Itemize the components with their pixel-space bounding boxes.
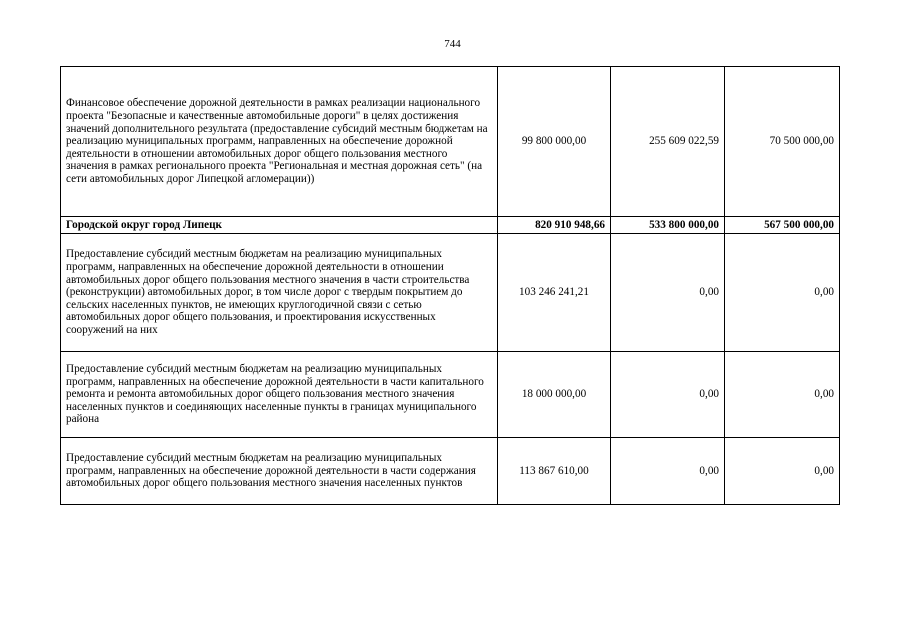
row-description: Городской округ город Липецк: [61, 217, 498, 234]
row-value-year-2: 255 609 022,59: [611, 67, 725, 217]
row-value-year-2: 0,00: [611, 438, 725, 505]
row-value-year-3: 70 500 000,00: [725, 67, 840, 217]
row-value-year-3: 0,00: [725, 234, 840, 352]
row-value-year-1: 99 800 000,00: [498, 67, 611, 217]
table-row: [61, 352, 840, 438]
row-value-year-3: 567 500 000,00: [725, 217, 840, 234]
row-value-year-2: 0,00: [611, 234, 725, 352]
row-value-year-3: 0,00: [725, 438, 840, 505]
row-value-year-1: 820 910 948,66: [498, 217, 611, 234]
row-value-year-1: 103 246 241,21: [498, 234, 611, 352]
row-description: Финансовое обеспечение дорожной деятельности в рамках реализации национального проекта "Безопасные и качественные автомобильные дороги" в целях достижения значений дополнительного результата (предоставление субсидий местным бюджетам на реализацию муниципальных программ, направленных на обеспечение дорожной деятельности в отношении автомобильных дорог общего пользования местного значения в рамках регионального проекта "Региональная и местная дорожная сеть" (на сети автомобильных дорог Липецкой агломерации)): [61, 67, 498, 217]
table-row-total: [61, 217, 840, 234]
row-value-year-2: 533 800 000,00: [611, 217, 725, 234]
row-value-year-1: 18 000 000,00: [498, 352, 611, 438]
row-description: Предоставление субсидий местным бюджетам на реализацию муниципальных программ, направленных на обеспечение дорожной деятельности в отношении автомобильных дорог общего пользования местного значения в части строительства (реконструкции) автомобильных дорог, в том числе дорог с твердым покрытием до сельских населенных пунктов, не имеющих круглогодичной связи с сетью автомобильных дорог общего пользования, и проектирования искусственных сооружений на них: [61, 234, 498, 352]
row-description: Предоставление субсидий местным бюджетам на реализацию муниципальных программ, направленных на обеспечение дорожной деятельности в части капитального ремонта и ремонта автомобильных дорог общего пользования местного значения населенных пунктов и соединяющих населенные пункты в границах муниципального района: [61, 352, 498, 438]
row-value-year-1: 113 867 610,00: [498, 438, 611, 505]
page-number: 744: [444, 38, 461, 50]
table-row: [61, 438, 840, 505]
row-value-year-2: 0,00: [611, 352, 725, 438]
table-row: [61, 234, 840, 352]
row-value-year-3: 0,00: [725, 352, 840, 438]
row-description: Предоставление субсидий местным бюджетам на реализацию муниципальных программ, направленных на обеспечение дорожной деятельности в части содержания автомобильных дорог общего пользования местного значения населенных пунктов: [61, 438, 498, 505]
budget-table: [60, 66, 840, 505]
table-row: [61, 67, 840, 217]
